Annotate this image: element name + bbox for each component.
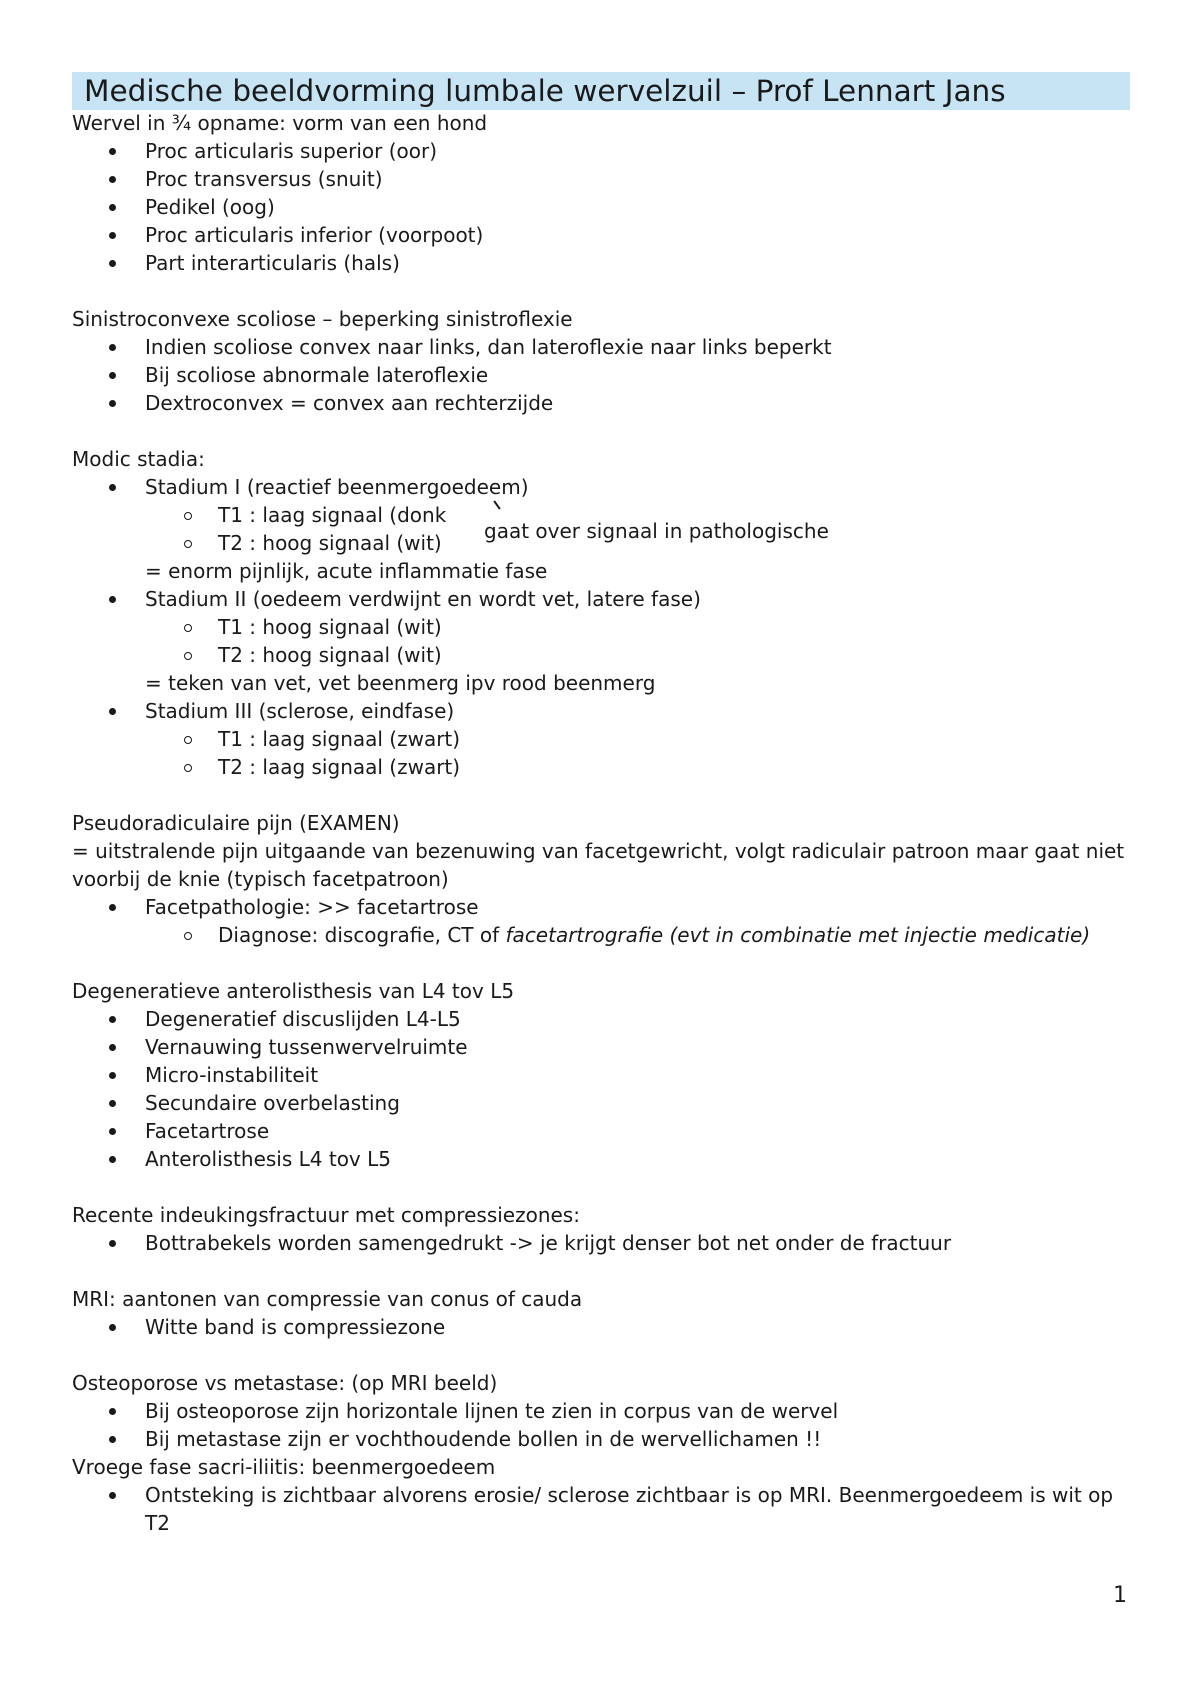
spacer — [72, 417, 1142, 445]
section-heading-fractuur: Recente indeukingsfractuur met compressiezones: — [72, 1203, 580, 1227]
sublist-stadium-2 — [72, 613, 1142, 669]
section-heading-pseudoradiculair: Pseudoradiculaire pijn (EXAMEN) — [72, 811, 400, 835]
list-item-stadium-2: Stadium II (oedeem verdwijnt en wordt vet, latere fase) — [72, 585, 1142, 613]
list-item: Bottrabekels worden samengedrukt -> je krijgt denser bot net onder de fractuur — [72, 1229, 1142, 1257]
bullet-icon — [109, 1044, 116, 1051]
bullet-icon — [109, 1128, 116, 1135]
bullet-icon — [109, 1072, 116, 1079]
list-item: Part interarticularis (hals) — [72, 249, 1142, 277]
list-item: Dextroconvex = convex aan rechterzijde — [72, 389, 1142, 417]
bullet-icon — [109, 484, 116, 491]
bullet-icon — [109, 1408, 116, 1415]
list-item: Anterolisthesis L4 tov L5 — [72, 1145, 1142, 1173]
sublist-item: T1 : hoog signaal (wit) — [72, 613, 1142, 641]
bullet-icon — [109, 1240, 116, 1247]
spacer — [72, 781, 1142, 809]
callout-text: gaat over signaal in pathologische — [484, 519, 829, 543]
list-modic — [72, 473, 1142, 501]
spacer — [72, 277, 1142, 305]
list-item: Indien scoliose convex naar links, dan lateroflexie naar links beperkt — [72, 333, 1142, 361]
document-body — [72, 109, 1142, 1537]
bullet-icon — [109, 1436, 116, 1443]
sublist-item: T2 : laag signaal (zwart) — [72, 753, 1142, 781]
list-item: Bij scoliose abnormale lateroflexie — [72, 361, 1142, 389]
spacer — [72, 1257, 1142, 1285]
circle-bullet-icon — [184, 540, 192, 548]
pseudoradiculair-definition: = uitstralende pijn uitgaande van bezenuwing van facetgewricht, volgt radiculair patroon maar gaat niet voorbij de knie (typisch facetpatroon) — [72, 839, 1125, 891]
list-modic-2 — [72, 585, 1142, 613]
list-scoliose — [72, 333, 1142, 417]
list-item: Secundaire overbelasting — [72, 1089, 1142, 1117]
sublist-item: T2 : hoog signaal (wit) — [72, 641, 1142, 669]
list-item: Bij osteoporose zijn horizontale lijnen te zien in corpus van de wervel — [72, 1397, 1142, 1425]
circle-bullet-icon — [184, 932, 192, 940]
page-number: 1 — [1113, 1583, 1127, 1608]
list-mri — [72, 1313, 1142, 1341]
list-fractuur — [72, 1229, 1142, 1257]
section-heading-sacri-iliitis: Vroege fase sacri-iliitis: beenmergoedeem — [72, 1455, 496, 1479]
section-heading-wervel: Wervel in ¾ opname: vorm van een hond — [72, 111, 488, 135]
list-item-stadium-3: Stadium III (sclerose, eindfase) — [72, 697, 1142, 725]
list-item: Facetartrose — [72, 1117, 1142, 1145]
bullet-icon — [109, 400, 116, 407]
sublist-stadium-3 — [72, 725, 1142, 781]
bullet-icon — [109, 176, 116, 183]
list-item: Facetpathologie: >> facetartrose — [72, 893, 1142, 921]
spacer — [72, 949, 1142, 977]
list-item: Proc articularis superior (oor) — [72, 137, 1142, 165]
stadium-1-note: = enorm pijnlijk, acute inflammatie fase — [145, 559, 548, 583]
bullet-icon — [109, 260, 116, 267]
bullet-icon — [109, 232, 116, 239]
bullet-icon — [109, 596, 116, 603]
spacer — [72, 1173, 1142, 1201]
list-item: Proc articularis inferior (voorpoot) — [72, 221, 1142, 249]
list-wervel — [72, 137, 1142, 277]
stadium-2-note: = teken van vet, vet beenmerg ipv rood beenmerg — [145, 671, 656, 695]
list-anterolisthesis — [72, 1005, 1142, 1173]
bullet-icon — [109, 1492, 116, 1499]
section-heading-scoliose: Sinistroconvexe scoliose – beperking sinistroflexie — [72, 307, 573, 331]
sublist-item: T1 : laag signaal (donk — [72, 501, 1142, 529]
section-heading-mri: MRI: aantonen van compressie van conus of cauda — [72, 1287, 583, 1311]
list-modic-3 — [72, 697, 1142, 725]
list-osteoporose — [72, 1397, 1142, 1453]
list-item-stadium-1: Stadium I (reactief beenmergoedeem) — [72, 473, 1142, 501]
document-title: Medische beeldvorming lumbale wervelzuil – Prof Lennart Jans — [84, 74, 1006, 108]
list-item: Bij metastase zijn er vochthoudende bollen in de wervellichamen !! — [72, 1425, 1142, 1453]
sublist-diagnose — [72, 921, 1142, 949]
list-item: Vernauwing tussenwervelruimte — [72, 1033, 1142, 1061]
bullet-icon — [109, 708, 116, 715]
sublist-item: Diagnose: discografie, CT of facetartrografie (evt in combinatie met injectie medicatie) — [72, 921, 1142, 949]
bullet-icon — [109, 1324, 116, 1331]
circle-bullet-icon — [184, 512, 192, 520]
section-heading-osteoporose: Osteoporose vs metastase: (op MRI beeld) — [72, 1371, 498, 1395]
bullet-icon — [109, 148, 116, 155]
list-item: Ontsteking is zichtbaar alvorens erosie/ sclerose zichtbaar is op MRI. Beenmergoedeem is wit op T2 — [72, 1481, 1142, 1537]
list-pseudoradiculair — [72, 893, 1142, 921]
bullet-icon — [109, 204, 116, 211]
circle-bullet-icon — [184, 624, 192, 632]
spacer — [72, 1341, 1142, 1369]
list-item: Micro-instabiliteit — [72, 1061, 1142, 1089]
bullet-icon — [109, 372, 116, 379]
list-item: Proc transversus (snuit) — [72, 165, 1142, 193]
bullet-icon — [109, 344, 116, 351]
bullet-icon — [109, 1156, 116, 1163]
circle-bullet-icon — [184, 764, 192, 772]
list-item: Degeneratief discuslijden L4-L5 — [72, 1005, 1142, 1033]
bullet-icon — [109, 1100, 116, 1107]
list-sacri-iliitis — [72, 1481, 1142, 1537]
list-item: Pedikel (oog) — [72, 193, 1142, 221]
list-item: Witte band is compressiezone — [72, 1313, 1142, 1341]
bullet-icon — [109, 1016, 116, 1023]
bullet-icon — [109, 904, 116, 911]
sublist-item: T1 : laag signaal (zwart) — [72, 725, 1142, 753]
section-heading-modic: Modic stadia: — [72, 447, 205, 471]
section-heading-anterolisthesis: Degeneratieve anterolisthesis van L4 tov L5 — [72, 979, 515, 1003]
sublist-item: T2 : hoog signaal (wit) — [72, 529, 1142, 557]
circle-bullet-icon — [184, 652, 192, 660]
circle-bullet-icon — [184, 736, 192, 744]
